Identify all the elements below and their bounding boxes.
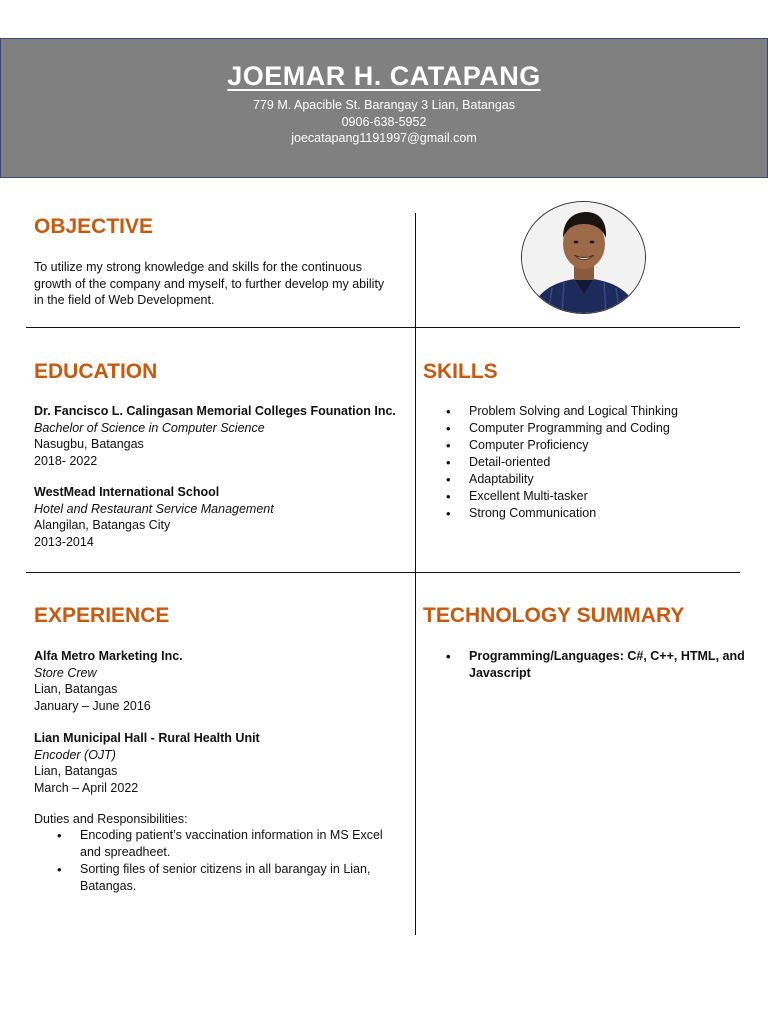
full-name: JOEMAR H. CATAPANG xyxy=(227,61,541,91)
objective-heading: OBJECTIVE xyxy=(34,215,154,238)
job-location: Lian, Batangas xyxy=(34,682,118,696)
row-divider-1 xyxy=(26,327,740,328)
list-item: • Programming/Languages: C#, C++, HTML, and Javascript xyxy=(469,648,745,682)
technology-list xyxy=(469,648,745,682)
duties-heading: Duties and Responsibilities: xyxy=(34,812,188,826)
job-role: Encoder (OJT) xyxy=(34,747,116,762)
experience-job-2 xyxy=(34,730,260,796)
experience-heading: EXPERIENCE xyxy=(34,604,170,627)
education-heading: EDUCATION xyxy=(34,360,158,383)
degree: Bachelor of Science in Computer Science xyxy=(34,420,265,435)
list-item: • Strong Communication xyxy=(469,505,678,522)
list-item: • Computer Proficiency xyxy=(469,437,678,454)
skills-heading: SKILLS xyxy=(423,360,498,383)
company-name: Alfa Metro Marketing Inc. xyxy=(34,649,183,663)
list-item: • Problem Solving and Logical Thinking xyxy=(469,403,678,420)
list-item: • Adaptability xyxy=(469,471,678,488)
school-location: Alangilan, Batangas City xyxy=(34,518,171,532)
address: 779 M. Apacible St. Barangay 3 Lian, Batangas xyxy=(253,98,515,112)
job-dates: March – April 2022 xyxy=(34,780,139,795)
objective-text: To utilize my strong knowledge and skills for the continuous growth of the company and myself, to further develop my ability in the field of Web Development. xyxy=(34,260,385,307)
school-years: 2018- 2022 xyxy=(34,453,98,468)
profile-photo xyxy=(521,201,646,314)
company-name: Lian Municipal Hall - Rural Health Unit xyxy=(34,731,260,745)
list-item: • Computer Programming and Coding xyxy=(469,420,678,437)
list-item: • Sorting files of senior citizens in all barangay in Lian, Batangas. xyxy=(80,861,383,895)
job-role: Store Crew xyxy=(34,665,97,680)
job-location: Lian, Batangas xyxy=(34,764,118,778)
job-dates: January – June 2016 xyxy=(34,698,151,713)
technology-heading: TECHNOLOGY SUMMARY xyxy=(423,604,685,627)
person-avatar-icon xyxy=(522,202,646,314)
school-years: 2013-2014 xyxy=(34,534,94,549)
school-name: Dr. Fancisco L. Calingasan Memorial Colleges Founation Inc. xyxy=(34,404,396,418)
degree: Hotel and Restaurant Service Management xyxy=(34,501,274,516)
education-entry-1 xyxy=(34,403,396,469)
school-location: Nasugbu, Batangas xyxy=(34,437,144,451)
row-divider-2 xyxy=(26,572,740,573)
email-address: joecatapang1191997@gmail.com xyxy=(291,131,477,145)
duties-list xyxy=(80,827,383,895)
list-item: • Encoding patient’s vaccination information in MS Excel and spreadheet. xyxy=(80,827,383,861)
skills-list xyxy=(469,403,678,522)
column-divider xyxy=(415,213,416,935)
school-name: WestMead International School xyxy=(34,485,220,499)
phone-number: 0906-638-5952 xyxy=(341,115,427,129)
education-entry-2 xyxy=(34,484,274,550)
resume-header xyxy=(0,38,768,178)
list-item: • Detail-oriented xyxy=(469,454,678,471)
list-item: • Excellent Multi-tasker xyxy=(469,488,678,505)
experience-job-1 xyxy=(34,648,183,714)
